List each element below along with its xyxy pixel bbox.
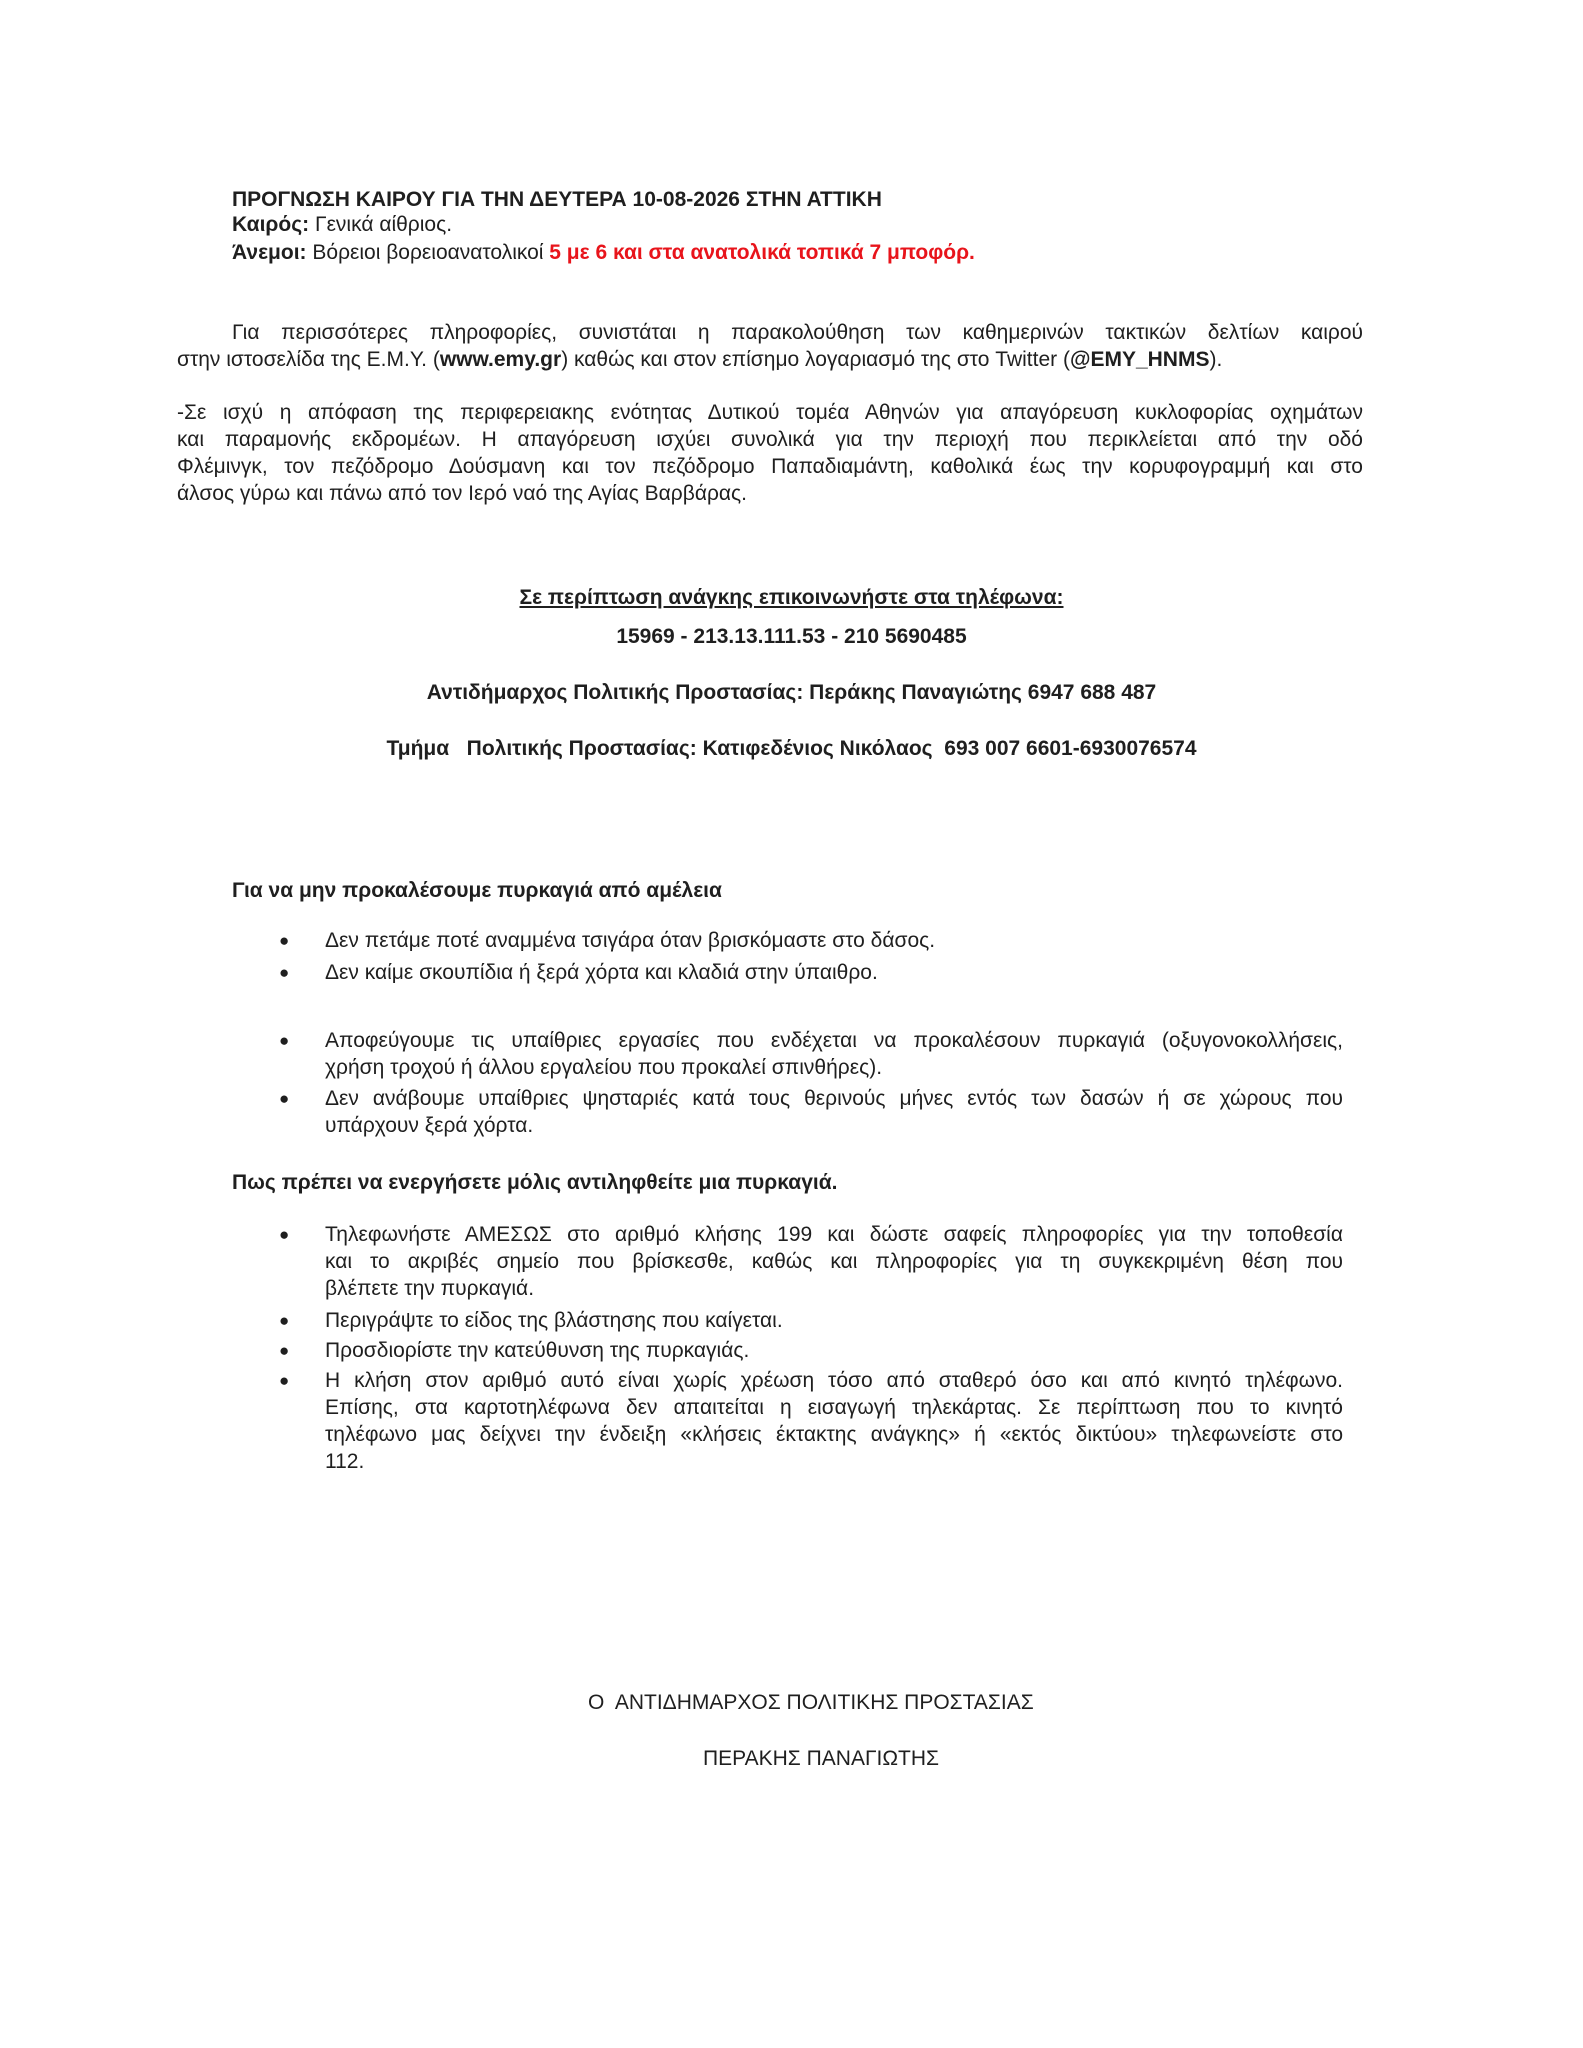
list-item-text: βλέπετε την πυρκαγιά. (325, 1277, 535, 1300)
forecast-winds (232, 240, 975, 266)
bullet-icon: ● (279, 1031, 290, 1050)
list-item (325, 1368, 1343, 1476)
ban-line: Φλέμινγκ, τον πεζόδρομο Δούσμανη και τον πεζόδρομο Παπαδιαμάντη, καθολικά έως την κορυφογραμμή και στο (177, 455, 1363, 478)
list-item-text: υπάρχουν ξερά χόρτα. (325, 1114, 534, 1137)
response-heading: Πως πρέπει να ενεργήσετε μόλις αντιληφθείτε μια πυρκαγιά. (232, 1171, 838, 1194)
forecast-title: ΠΡΟΓΝΩΣΗ ΚΑΙΡΟΥ ΓΙΑ ΤΗΝ ΔΕΥΤΕΡΑ 10-08-2026 ΣΤΗΝ ΑΤΤΙΚΗ (232, 188, 882, 211)
list-item-text: Αποφεύγουμε τις υπαίθριες εργασίες που ενδέχεται να προκαλέσουν πυρκαγιά (οξυγονοκολλήσεις, (325, 1029, 1343, 1052)
list-item (325, 1308, 1343, 1334)
winds-value: Βόρειοι βορειοανατολικοί (306, 241, 550, 264)
weather-value: Γενικά αίθριος. (309, 213, 453, 236)
info-paragraph (177, 320, 1363, 376)
signature-title: Ο ΑΝΤΙΔΗΜΑΡΧΟΣ ΠΟΛΙΤΙΚΗΣ ΠΡΟΣΤΑΣΙΑΣ (588, 1691, 1034, 1714)
list-item-text: Επίσης, στα καρτοτηλέφωνα δεν απαιτείται η εισαγωγή τηλεκάρτας. Σε περίπτωση που το κινητό (325, 1396, 1343, 1419)
contacts-heading (0, 585, 1583, 611)
list-item (325, 1028, 1343, 1082)
info-text-b: ) καθώς και στον επίσημο λογαριασμό της στο Twitter ( (561, 348, 1070, 371)
ban-line: άλσος γύρω και πάνω από τον Ιερό ναό της Αγίας Βαρβάρας. (177, 482, 748, 505)
winds-strength: 5 με 6 και στα ανατολικά τοπικά 7 μποφόρ. (549, 241, 975, 264)
ban-line: και παραμονής εκδρομέων. Η απαγόρευση ισχύει συνολικά για την περιοχή που περικλείεται από την οδό (177, 428, 1363, 451)
list-item-text: χρήση τροχού ή άλλου εργαλείου που προκαλεί σπινθήρες). (325, 1056, 883, 1079)
winds-label: Άνεμοι: (232, 241, 307, 264)
bullet-icon: ● (279, 963, 290, 982)
twitter-handle[interactable]: @EMY_HNMS (1069, 348, 1210, 371)
list-item (325, 1086, 1343, 1140)
info-text-c: ). (1209, 348, 1223, 371)
forecast-weather (232, 212, 452, 238)
list-item (325, 1338, 1343, 1364)
prevention-heading: Για να μην προκαλέσουμε πυρκαγιά από αμέλεια (232, 879, 722, 902)
bullet-icon: ● (279, 1371, 290, 1390)
list-item-text: τηλέφωνο μας δείχνει την ένδειξη «κλήσεις έκτακτης ανάγκης» ή «εκτός δικτύου» τηλεφωνείστε στο (325, 1423, 1343, 1446)
emergency-phones: 15969 - 213.13.111.53 - 210 5690485 (616, 625, 967, 648)
list-item-text: Προσδιορίστε την κατεύθυνση της πυρκαγιάς. (325, 1339, 750, 1362)
list-item-text: Η κλήση στον αριθμό αυτό είναι χωρίς χρέωση τόσο από σταθερό όσο και από κινητό τηλέφωνο. (325, 1369, 1343, 1392)
bullet-icon: ● (279, 931, 290, 950)
list-item (325, 1222, 1343, 1302)
signature-name: ΠΕΡΑΚΗΣ ΠΑΝΑΓΙΩΤΗΣ (703, 1747, 940, 1770)
info-line-2 (177, 347, 1363, 373)
bullet-icon: ● (279, 1089, 290, 1108)
bullet-icon: ● (279, 1311, 290, 1330)
list-item-text: Περιγράψτε το είδος της βλάστησης που καίγεται. (325, 1309, 783, 1332)
info-line-1: Για περισσότερες πληροφορίες, συνιστάται η παρακολούθηση των καθημερινών τακτικών δελτίων καιρού (232, 321, 1363, 344)
department-contact: Τμήμα Πολιτικής Προστασίας: Κατιφεδένιος Νικόλαος 693 007 6601-6930076574 (386, 737, 1197, 760)
bullet-icon: ● (279, 1225, 290, 1244)
list-item-text: Δεν πετάμε ποτέ αναμμένα τσιγάρα όταν βρισκόμαστε στο δάσος. (325, 929, 936, 952)
weather-label: Καιρός: (232, 213, 310, 236)
list-item-text: Δεν ανάβουμε υπαίθριες ψησταριές κατά τους θερινούς μήνες εντός των δασών ή σε χώρους που (325, 1087, 1343, 1110)
list-item-text: Δεν καίμε σκουπίδια ή ξερά χόρτα και κλαδιά στην ύπαιθρο. (325, 961, 878, 984)
emy-link[interactable]: www.emy.gr (439, 348, 562, 371)
deputy-mayor-contact: Αντιδήμαρχος Πολιτικής Προστασίας: Περάκης Παναγιώτης 6947 688 487 (426, 681, 1157, 704)
list-item-text: Τηλεφωνήστε ΑΜΕΣΩΣ στο αριθμό κλήσης 199 και δώστε σαφείς πληροφορίες για την τοποθεσία (325, 1223, 1343, 1246)
contacts-heading-text: Σε περίπτωση ανάγκης επικοινωνήστε στα τηλέφωνα: (519, 586, 1064, 609)
list-item-text: και το ακριβές σημείο που βρίσκεσθε, καθώς και πληροφορίες για τη συγκεκριμένη θέση που (325, 1250, 1343, 1273)
info-text-a: στην ιστοσελίδα της Ε.Μ.Υ. ( (177, 348, 440, 371)
bullet-icon: ● (279, 1341, 290, 1360)
list-item (325, 960, 1343, 986)
list-item (325, 928, 1343, 954)
ban-line: -Σε ισχύ η απόφαση της περιφερειακης ενότητας Δυτικού τομέα Αθηνών για απαγόρευση κυκλοφορίας οχημάτων (177, 401, 1363, 424)
ban-paragraph (177, 400, 1363, 510)
list-item-text: 112. (325, 1450, 365, 1473)
